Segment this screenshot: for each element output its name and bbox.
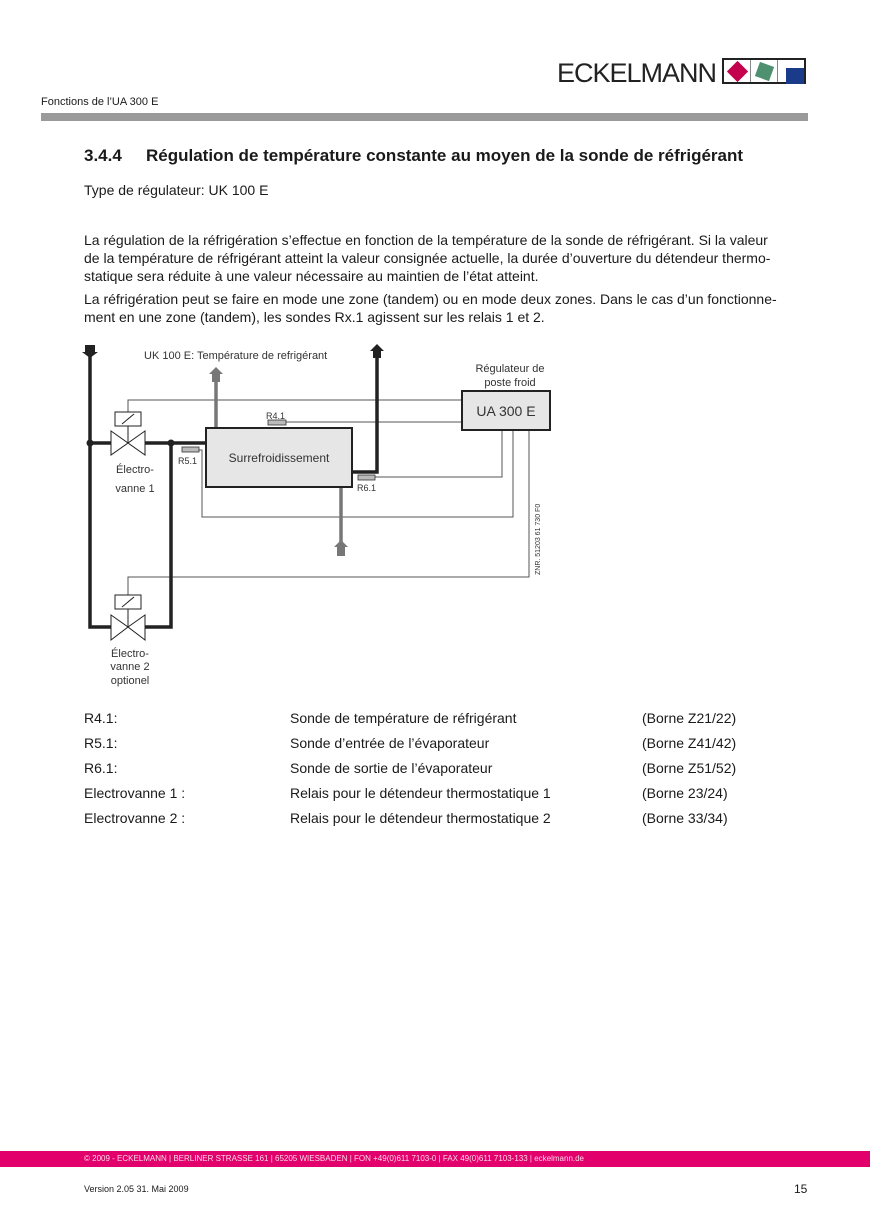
junction-dot <box>168 440 175 447</box>
footer-version: Version 2.05 31. Mai 2009 <box>84 1184 189 1194</box>
diagram-caption: UK 100 E: Température de refrigérant <box>144 350 328 362</box>
drawing-number: ZNR. 51203 61 730 F0 <box>535 503 542 575</box>
outflow-arrow-icon <box>370 344 384 358</box>
legend-row: R6.1: Sonde de sortie de l’évaporateur (Borne Z51/52) <box>84 760 737 776</box>
junction-dot <box>87 440 94 447</box>
sensor-r51-label: R5.1 <box>178 456 198 466</box>
controller-caption-2: poste froid <box>484 377 536 389</box>
legend-row: R5.1: Sonde d’entrée de l’évaporateur (Borne Z41/42) <box>84 735 737 751</box>
valve-1-label: vanne 1 <box>115 483 155 495</box>
valve-2-label: optionel <box>110 675 150 687</box>
solenoid-valve-1-icon <box>111 412 145 455</box>
sensor-r61-label: R6.1 <box>357 483 377 493</box>
controller-type: Type de régulateur: UK 100 E <box>84 182 269 198</box>
valve-1-label: Électro- <box>116 464 154 476</box>
valve-2-label: vanne 2 <box>110 661 150 673</box>
footer-address: © 2009 - ECKELMANN | BERLINER STRASSE 161 | 65205 WIESBADEN | FON +49(0)611 7103-0 | FAX 49(0)611 7103-133 | eckelmann.de <box>84 1154 585 1163</box>
paragraph-2: La réfrigération peut se faire en mode une zone (tandem) ou en mode deux zones. Dans le cas d’un fonctionne- ment en une zone (tandem), les sondes Rx.1 agissent sur les relais 1 et 2. <box>84 291 777 325</box>
legend-row: Electrovanne 2 : Relais pour le détendeur thermostatique 2 (Borne 33/34) <box>84 810 728 826</box>
gray-up-arrow-icon <box>334 540 348 556</box>
page-number: 15 <box>794 1182 808 1196</box>
controller-caption-1: Régulateur de <box>475 363 545 375</box>
sensor-r41-label: R4.1 <box>266 411 286 421</box>
gray-up-arrow-icon <box>209 367 223 382</box>
valve-2-label: Électro- <box>111 648 149 660</box>
inflow-arrow-icon <box>82 345 98 358</box>
brand-logo-text: ECKELMANN <box>557 58 717 88</box>
sensor-r51-icon <box>182 447 199 452</box>
paragraph-1: La régulation de la réfrigération s’effectue en fonction de la température de la sonde de réfrigérant. Si la valeur de la température de réfrigérant atteint la valeur consignée actuelle, la durée d’ouverture du détendeur thermo- statique sera réduite à une valeur nécessaire au maintien de l’état atteint. <box>84 232 771 284</box>
controller-label: UA 300 E <box>476 403 536 419</box>
legend-row: R4.1: Sonde de température de réfrigérant (Borne Z21/22) <box>84 710 737 726</box>
subcooler-label: Surrefroidissement <box>228 451 330 465</box>
legend-row: Electrovanne 1 : Relais pour le détendeur thermostatique 1 (Borne 23/24) <box>84 785 728 801</box>
section-number: 3.4.4 <box>84 146 122 165</box>
sensor-r61-icon <box>358 475 375 480</box>
solenoid-valve-2-icon <box>111 595 145 640</box>
running-header: Fonctions de l’UA 300 E <box>41 96 159 108</box>
section-title: Régulation de température constante au moyen de la sonde de réfrigérant <box>146 146 744 165</box>
